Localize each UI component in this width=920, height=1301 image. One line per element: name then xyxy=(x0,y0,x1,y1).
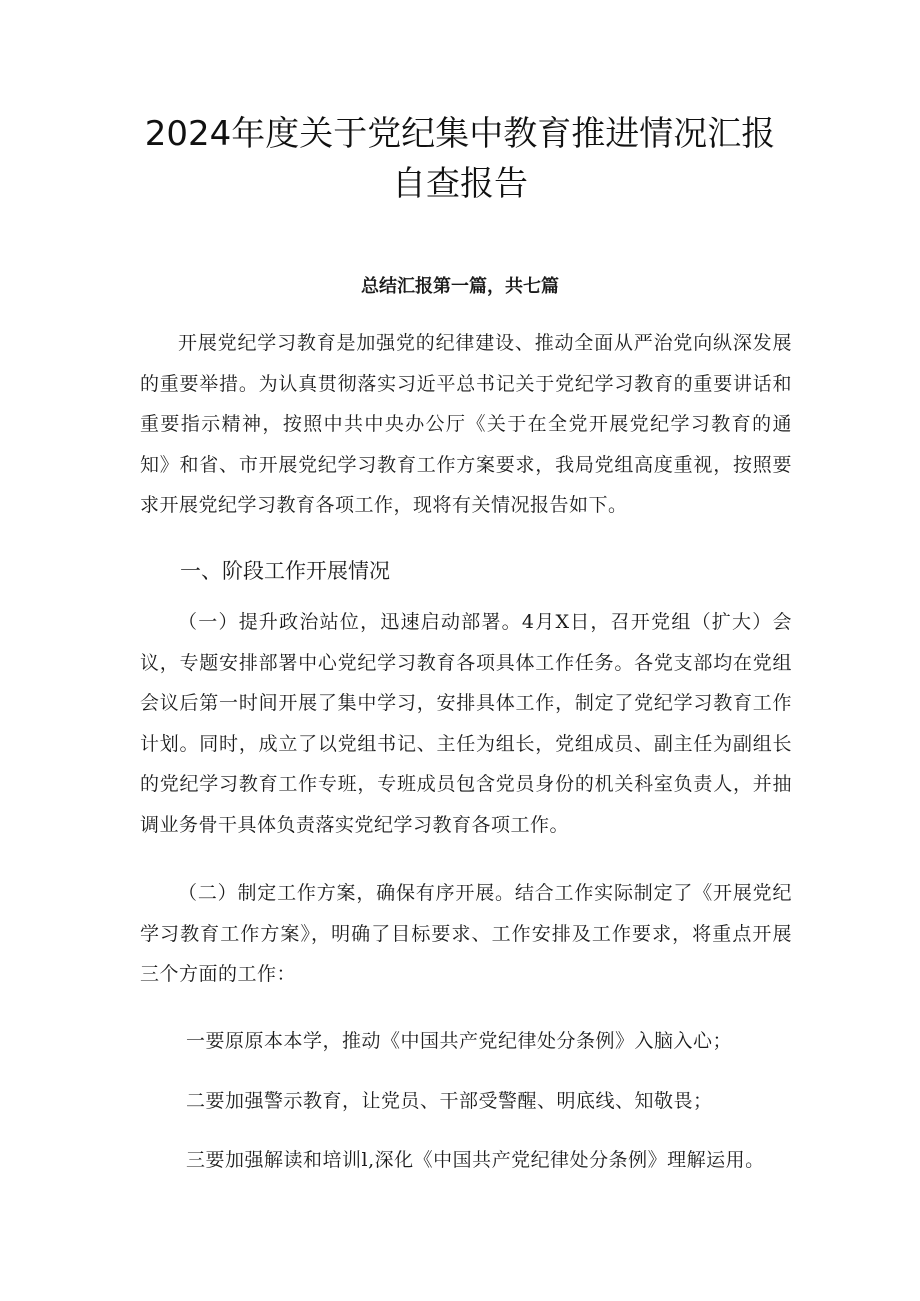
section-paragraph-1: （一）提升政治站位，迅速启动部署。4月X日，召开党组（扩大）会议，专题安排部署中心党纪学习教育各项具体工作任务。各党支部均在党组会议后第一时间开展了集中学习，安排具体工作，制定了党纪学习教育工作计划。同时，成立了以党组书记、主任为组长，党组成员、副主任为副组长的党纪学习教育工作专班，专班成员包含党员身份的机关科室负责人，并抽调业务骨干具体负责落实党纪学习教育各项工作。 xyxy=(140,611,792,836)
document-title-line-2: 自查报告 xyxy=(392,164,528,204)
section-heading: 一、阶段工作开展情况 xyxy=(180,559,390,583)
section-paragraph-2: （二）制定工作方案，确保有序开展。结合工作实际制定了《开展党纪学习教育工作方案》，明确了目标要求、工作安排及工作要求，将重点开展三个方面的工作： xyxy=(140,882,792,985)
intro-paragraph: 开展党纪学习教育是加强党的纪律建设、推动全面从严治党向纵深发展的重要举措。为认真贯彻落实习近平总书记关于党纪学习教育的重要讲话和重要指示精神，按照中共中央办公厅《关于在全党开展党纪学习教育的通知》和省、市开展党纪学习教育工作方案要求，我局党组高度重视，按照要求开展党纪学习教育各项工作，现将有关情况报告如下。 xyxy=(140,332,792,516)
list-item: 三要加强解读和培训l,深化《中国共产党纪律处分条例》理解运用。 xyxy=(186,1149,765,1171)
list-item: 二要加强警示教育，让党员、干部受警醒、明底线、知敬畏； xyxy=(186,1090,713,1112)
document-subtitle: 总结汇报第一篇，共七篇 xyxy=(361,276,559,297)
list-item: 一要原原本本学，推动《中国共产党纪律处分条例》入脑入心； xyxy=(186,1030,733,1052)
document-title-line-1: 2024年度关于党纪集中教育推进情况汇报 xyxy=(144,114,776,154)
